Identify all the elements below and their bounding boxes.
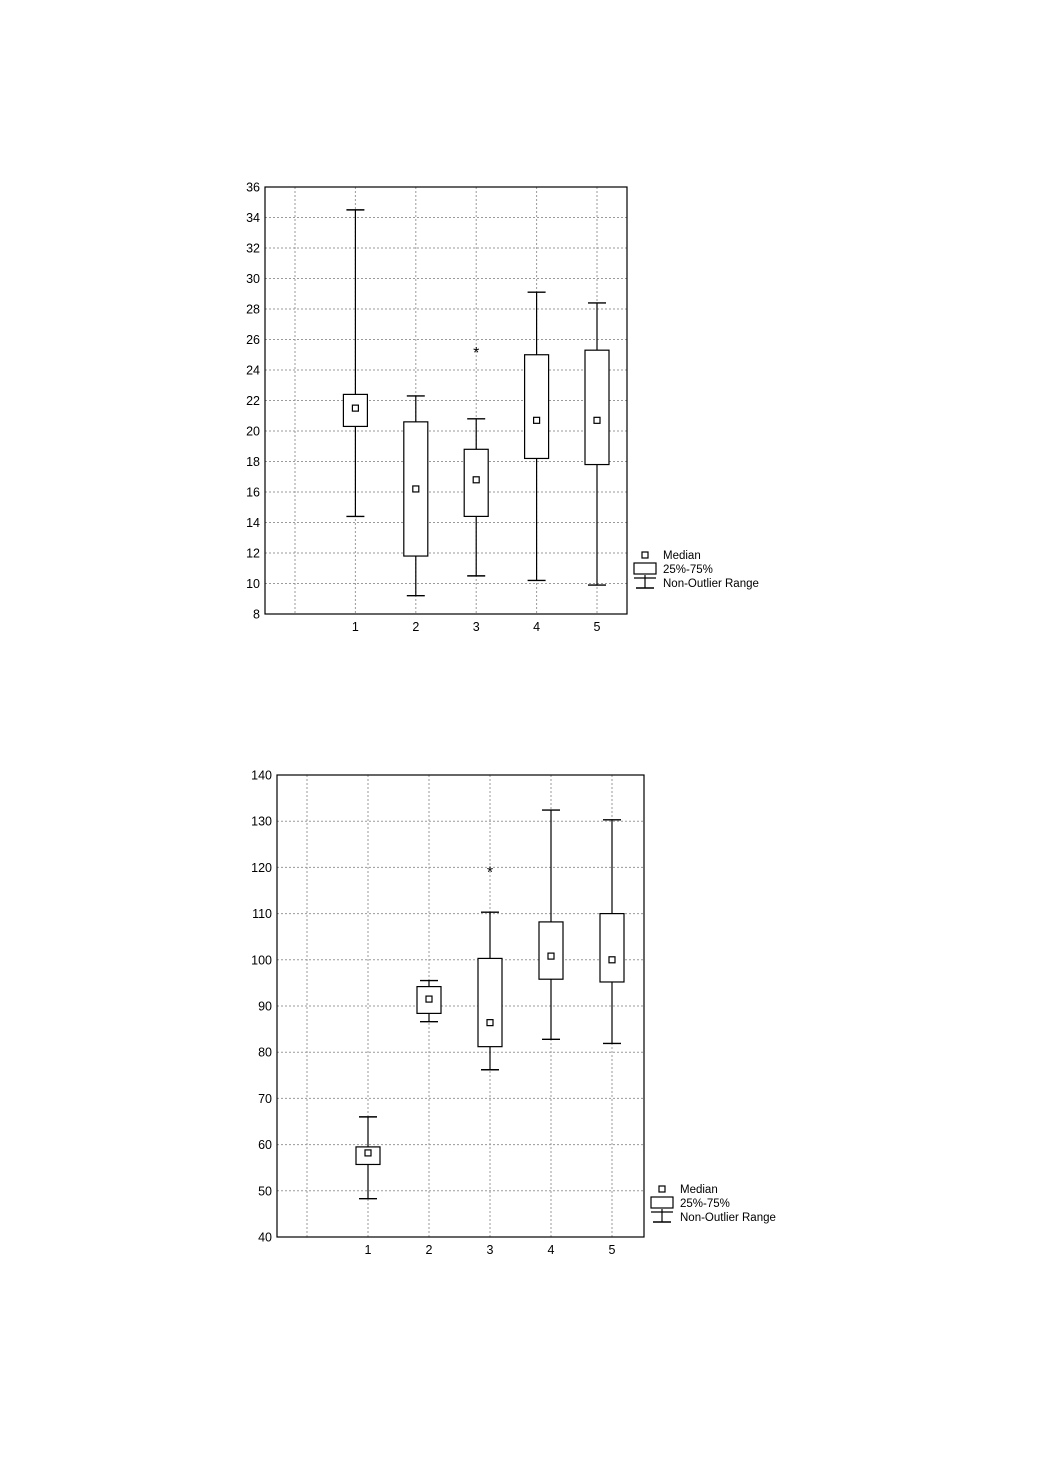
x-tick-label: 5 bbox=[608, 1243, 616, 1257]
outlier-asterisk: * bbox=[486, 864, 494, 882]
legend bbox=[651, 1184, 776, 1224]
iqr-box bbox=[539, 922, 563, 979]
x-tick-label: 3 bbox=[486, 1243, 494, 1257]
y-tick-label: 16 bbox=[246, 485, 260, 500]
y-tick-label: 120 bbox=[251, 860, 272, 875]
iqr-box bbox=[478, 958, 502, 1046]
y-tick-label: 70 bbox=[258, 1091, 272, 1106]
y-tick-label: 36 bbox=[246, 180, 260, 195]
y-tick-label: 110 bbox=[252, 907, 272, 922]
legend-box-icon bbox=[651, 1197, 673, 1208]
y-tick-label: 30 bbox=[246, 272, 260, 286]
box-plot-2 bbox=[417, 981, 441, 1022]
grid-lines bbox=[277, 775, 644, 1237]
iqr-box bbox=[600, 914, 624, 982]
y-tick-label: 100 bbox=[251, 953, 272, 968]
box-plot-3 bbox=[478, 912, 502, 1070]
median-marker bbox=[365, 1150, 371, 1156]
legend-box-label: 25%-75% bbox=[663, 564, 713, 576]
y-tick-label: 50 bbox=[258, 1184, 272, 1199]
iqr-box bbox=[585, 350, 609, 464]
legend-box-icon bbox=[634, 563, 656, 574]
outlier-asterisk: * bbox=[473, 345, 480, 363]
legend-median-icon bbox=[659, 1186, 665, 1192]
median-marker bbox=[473, 477, 479, 483]
x-tick-label: 2 bbox=[425, 1243, 433, 1257]
x-tick-label: 4 bbox=[533, 620, 541, 634]
x-tick-label: 2 bbox=[412, 620, 420, 634]
x-tick-label: 1 bbox=[351, 620, 359, 634]
y-tick-label: 140 bbox=[251, 768, 272, 783]
median-marker bbox=[548, 953, 554, 959]
box-plot-3 bbox=[464, 419, 488, 576]
chart-1 bbox=[246, 181, 759, 635]
x-tick-label: 5 bbox=[593, 620, 601, 634]
y-tick-label: 32 bbox=[246, 241, 260, 256]
y-tick-label: 24 bbox=[246, 363, 260, 378]
median-marker bbox=[413, 486, 419, 492]
x-tick-label: 4 bbox=[547, 1243, 555, 1257]
box-plot-1 bbox=[356, 1117, 380, 1199]
box-plot-4 bbox=[539, 810, 563, 1039]
x-tick-label: 1 bbox=[364, 1243, 372, 1257]
legend-median-icon bbox=[642, 552, 648, 558]
median-marker bbox=[594, 417, 600, 423]
y-tick-label: 22 bbox=[246, 394, 260, 408]
y-tick-label: 130 bbox=[251, 814, 272, 829]
y-tick-label: 80 bbox=[258, 1045, 272, 1060]
median-marker bbox=[352, 405, 358, 411]
legend-median-label: Median bbox=[680, 1184, 718, 1196]
box-plot-5 bbox=[600, 820, 624, 1044]
y-tick-label: 20 bbox=[246, 424, 260, 439]
y-tick-label: 40 bbox=[258, 1230, 272, 1245]
grid-lines bbox=[265, 187, 627, 614]
y-tick-label: 60 bbox=[258, 1138, 272, 1153]
plot-frame bbox=[277, 775, 644, 1237]
x-tick-label: 3 bbox=[472, 620, 480, 634]
median-marker bbox=[426, 996, 432, 1002]
y-tick-label: 28 bbox=[246, 302, 260, 317]
legend-median-label: Median bbox=[663, 550, 701, 562]
legend bbox=[634, 550, 759, 590]
y-tick-label: 14 bbox=[246, 516, 260, 530]
legend-whisker-label: Non-Outlier Range bbox=[663, 578, 759, 590]
y-tick-label: 8 bbox=[253, 607, 260, 622]
y-tick-label: 12 bbox=[246, 546, 260, 561]
chart-2 bbox=[251, 769, 776, 1258]
y-tick-label: 10 bbox=[246, 577, 260, 591]
legend-box-label: 25%-75% bbox=[680, 1198, 730, 1210]
box-plot-5 bbox=[585, 303, 609, 585]
median-marker bbox=[609, 957, 615, 963]
iqr-box bbox=[525, 355, 549, 459]
y-tick-label: 26 bbox=[246, 333, 260, 347]
box-plot-4 bbox=[525, 292, 549, 580]
median-marker bbox=[534, 417, 540, 423]
y-tick-label: 34 bbox=[246, 211, 260, 225]
y-tick-label: 18 bbox=[246, 455, 260, 469]
median-marker bbox=[487, 1020, 493, 1026]
box-plot-1 bbox=[343, 210, 367, 517]
box-plot-2 bbox=[404, 396, 428, 596]
legend-whisker-label: Non-Outlier Range bbox=[680, 1212, 776, 1224]
y-tick-label: 90 bbox=[258, 999, 272, 1014]
